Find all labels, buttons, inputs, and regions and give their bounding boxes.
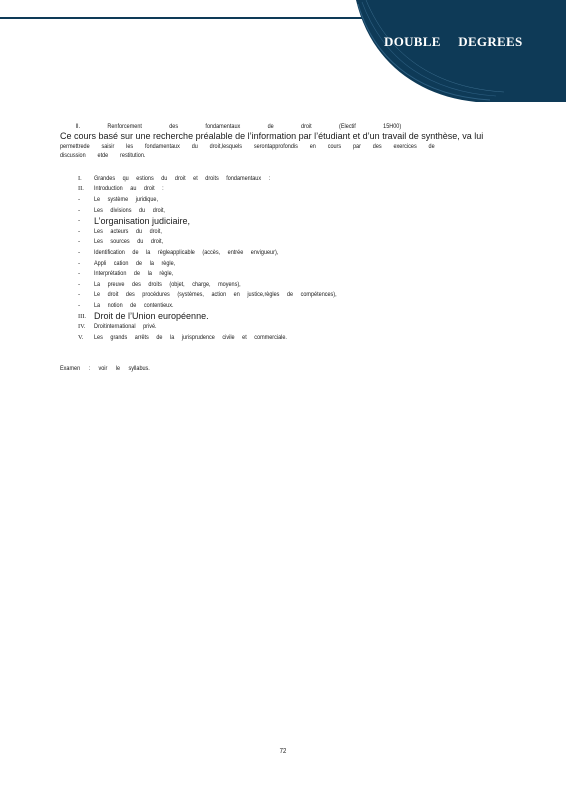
outline-text: Introduction au droit : — [94, 185, 164, 193]
outline-marker: IV. — [78, 323, 86, 331]
outline-text: Appli cation de la règle, — [94, 259, 176, 267]
outline-item — [60, 226, 520, 237]
outline-marker: - — [78, 280, 81, 288]
outline-marker: - — [78, 195, 81, 203]
exam-note: Examen : voir le syllabus. — [60, 364, 150, 372]
outline-text: Identification de la règleapplicable (accès, entrée envigueur), — [94, 248, 279, 256]
document-body — [60, 122, 520, 372]
outline-text: Le droit des procédures (systèmes, action en justice,règles de compétences), — [94, 291, 337, 299]
outline-text: La notion de contentieux. — [94, 301, 174, 309]
outline-marker: II. — [78, 185, 84, 193]
outline-text: Droitinternational privé. — [94, 323, 157, 331]
outline-marker: I. — [78, 174, 82, 182]
section-description-line-3: discussion etde restitution. — [60, 152, 146, 159]
section-description-line-1: Ce cours basé sur une recherche préalable de l’information par l’étudiant et d’un travail de synthèse, va lui — [60, 131, 484, 141]
outline-marker: III. — [78, 312, 86, 320]
outline-text: Le système juridique, — [94, 195, 158, 203]
outline-item — [60, 237, 520, 248]
outline-text: Les acteurs du droit, — [94, 227, 162, 235]
outline-text: Les divisions du droit, — [94, 206, 165, 214]
outline-text: Les grands arrêts de la jurisprudence civile et commerciale. — [94, 333, 287, 341]
outline-item — [60, 290, 520, 301]
outline-text: Interprétation de la règle, — [94, 270, 174, 278]
outline-marker: - — [78, 227, 81, 235]
outline-marker: V. — [78, 333, 84, 341]
outline-marker: - — [78, 259, 81, 267]
outline-item — [60, 311, 520, 322]
outline-item — [60, 215, 520, 226]
outline-item — [60, 184, 520, 195]
outline-item — [60, 194, 520, 205]
outline-text: La preuve des droits (objet, charge, moyens), — [94, 280, 241, 288]
header-title: DOUBLE DEGREES — [384, 34, 523, 49]
outline-item — [60, 279, 520, 290]
outline-marker: - — [78, 301, 81, 309]
outline-item — [60, 258, 520, 269]
outline-item — [60, 300, 520, 311]
course-outline — [60, 173, 520, 343]
page-number: 72 — [279, 748, 287, 755]
section-description-line-2: permettrede saisir les fondamentaux du droit,lesquels serontapprofondis en cours par des exercices de — [60, 143, 435, 150]
outline-item — [60, 268, 520, 279]
outline-marker: - — [78, 248, 81, 256]
header-rule — [0, 17, 372, 19]
outline-text: Droit de l’Union européenne. — [94, 311, 209, 322]
outline-marker: - — [78, 217, 81, 225]
outline-marker: - — [78, 270, 81, 278]
outline-text: L’organisation judiciaire, — [94, 215, 191, 226]
header-corner-graphic — [356, 0, 566, 102]
outline-marker: - — [78, 206, 81, 214]
outline-item — [60, 205, 520, 216]
outline-text: Les sources du droit, — [94, 238, 164, 246]
outline-item — [60, 332, 520, 343]
outline-item — [60, 173, 520, 184]
outline-item — [60, 321, 520, 332]
outline-text: Grandes qu estions du droit et droits fondamentaux : — [94, 174, 271, 182]
section-heading: II. Renforcement des fondamentaux de droit (Electif 15H00) — [75, 123, 402, 130]
outline-marker: - — [78, 291, 81, 299]
outline-marker: - — [78, 238, 81, 246]
outline-item — [60, 247, 520, 258]
